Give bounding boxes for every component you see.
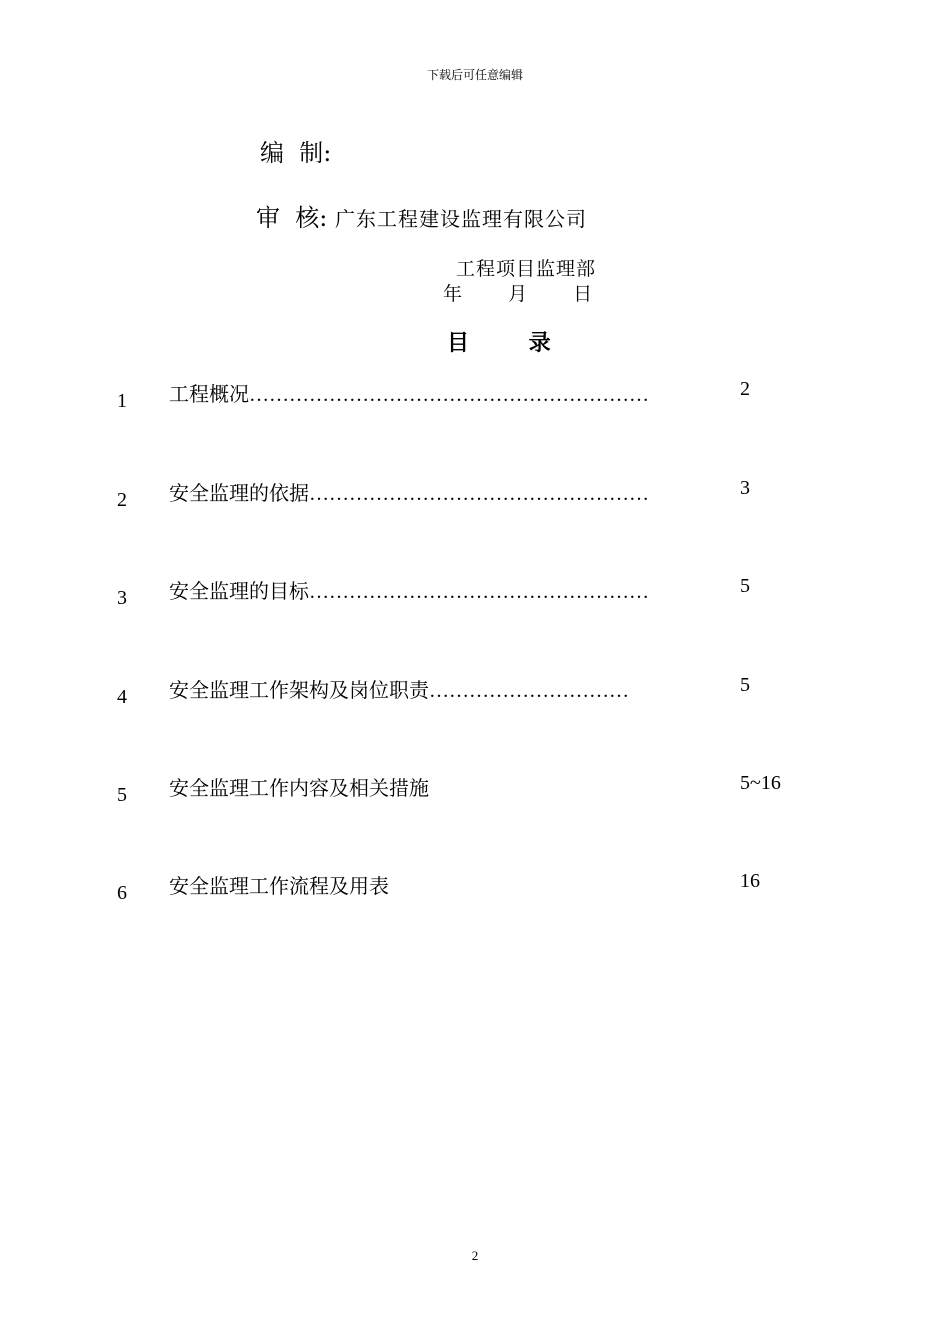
toc-item-leader: ………………………… xyxy=(429,680,629,702)
toc-item-number: 6 xyxy=(117,882,127,904)
toc-item[interactable] xyxy=(0,870,950,930)
toc-item-title: 工程概况 xyxy=(169,382,249,406)
toc-item-title-wrap xyxy=(169,477,649,506)
toc-item-number: 4 xyxy=(117,686,127,708)
toc-item-page: 5 xyxy=(740,575,750,597)
compile-label: 编 制: xyxy=(260,139,332,167)
toc-item-leader: …………………………………………… xyxy=(309,581,649,603)
toc-item-page: 5 xyxy=(740,674,750,696)
toc-item-title: 安全监理工作流程及用表 xyxy=(169,874,389,898)
toc-item-page: 2 xyxy=(740,378,750,400)
toc-item-title-wrap xyxy=(169,575,649,604)
toc-item-title-wrap xyxy=(169,870,389,899)
toc-item-title-wrap xyxy=(169,378,649,407)
toc-item-title: 安全监理的依据 xyxy=(169,481,309,505)
toc-item-title-wrap xyxy=(169,674,629,703)
page-header: 下载后可任意编辑 xyxy=(426,68,523,82)
date-month: 月 xyxy=(508,283,528,305)
toc-item-leader: …………………………………………… xyxy=(309,483,649,505)
toc-item[interactable] xyxy=(0,477,950,537)
review-line xyxy=(256,198,587,233)
toc-item-number: 3 xyxy=(117,587,127,609)
toc-item-leader: …………………………………………………… xyxy=(249,384,649,406)
toc-item-title-wrap xyxy=(169,772,429,801)
toc-item-number: 2 xyxy=(117,489,127,511)
department-name: 工程项目监理部 xyxy=(456,258,597,280)
date-day: 日 xyxy=(573,283,593,305)
toc-item-page: 3 xyxy=(740,477,750,499)
toc-item-number: 1 xyxy=(117,390,127,412)
toc-item[interactable] xyxy=(0,378,950,438)
date-year: 年 xyxy=(443,283,463,305)
toc-item[interactable] xyxy=(0,674,950,734)
toc-item-page: 5~16 xyxy=(740,772,781,794)
company-name: 广东工程建设监理有限公司 xyxy=(334,207,587,231)
date-line xyxy=(443,279,592,306)
toc-item-page: 16 xyxy=(740,870,760,892)
toc-item-title: 安全监理工作内容及相关措施 xyxy=(169,776,429,800)
toc-item[interactable] xyxy=(0,772,950,832)
review-label: 审 核: xyxy=(256,204,328,232)
page-number: 2 xyxy=(471,1248,479,1263)
compile-line xyxy=(260,133,331,168)
toc-item[interactable] xyxy=(0,575,950,635)
toc-item-title: 安全监理工作架构及岗位职责 xyxy=(169,678,429,702)
toc-title: 目 录 xyxy=(447,330,577,356)
toc-item-title: 安全监理的目标 xyxy=(169,579,309,603)
toc-item-number: 5 xyxy=(117,784,127,806)
